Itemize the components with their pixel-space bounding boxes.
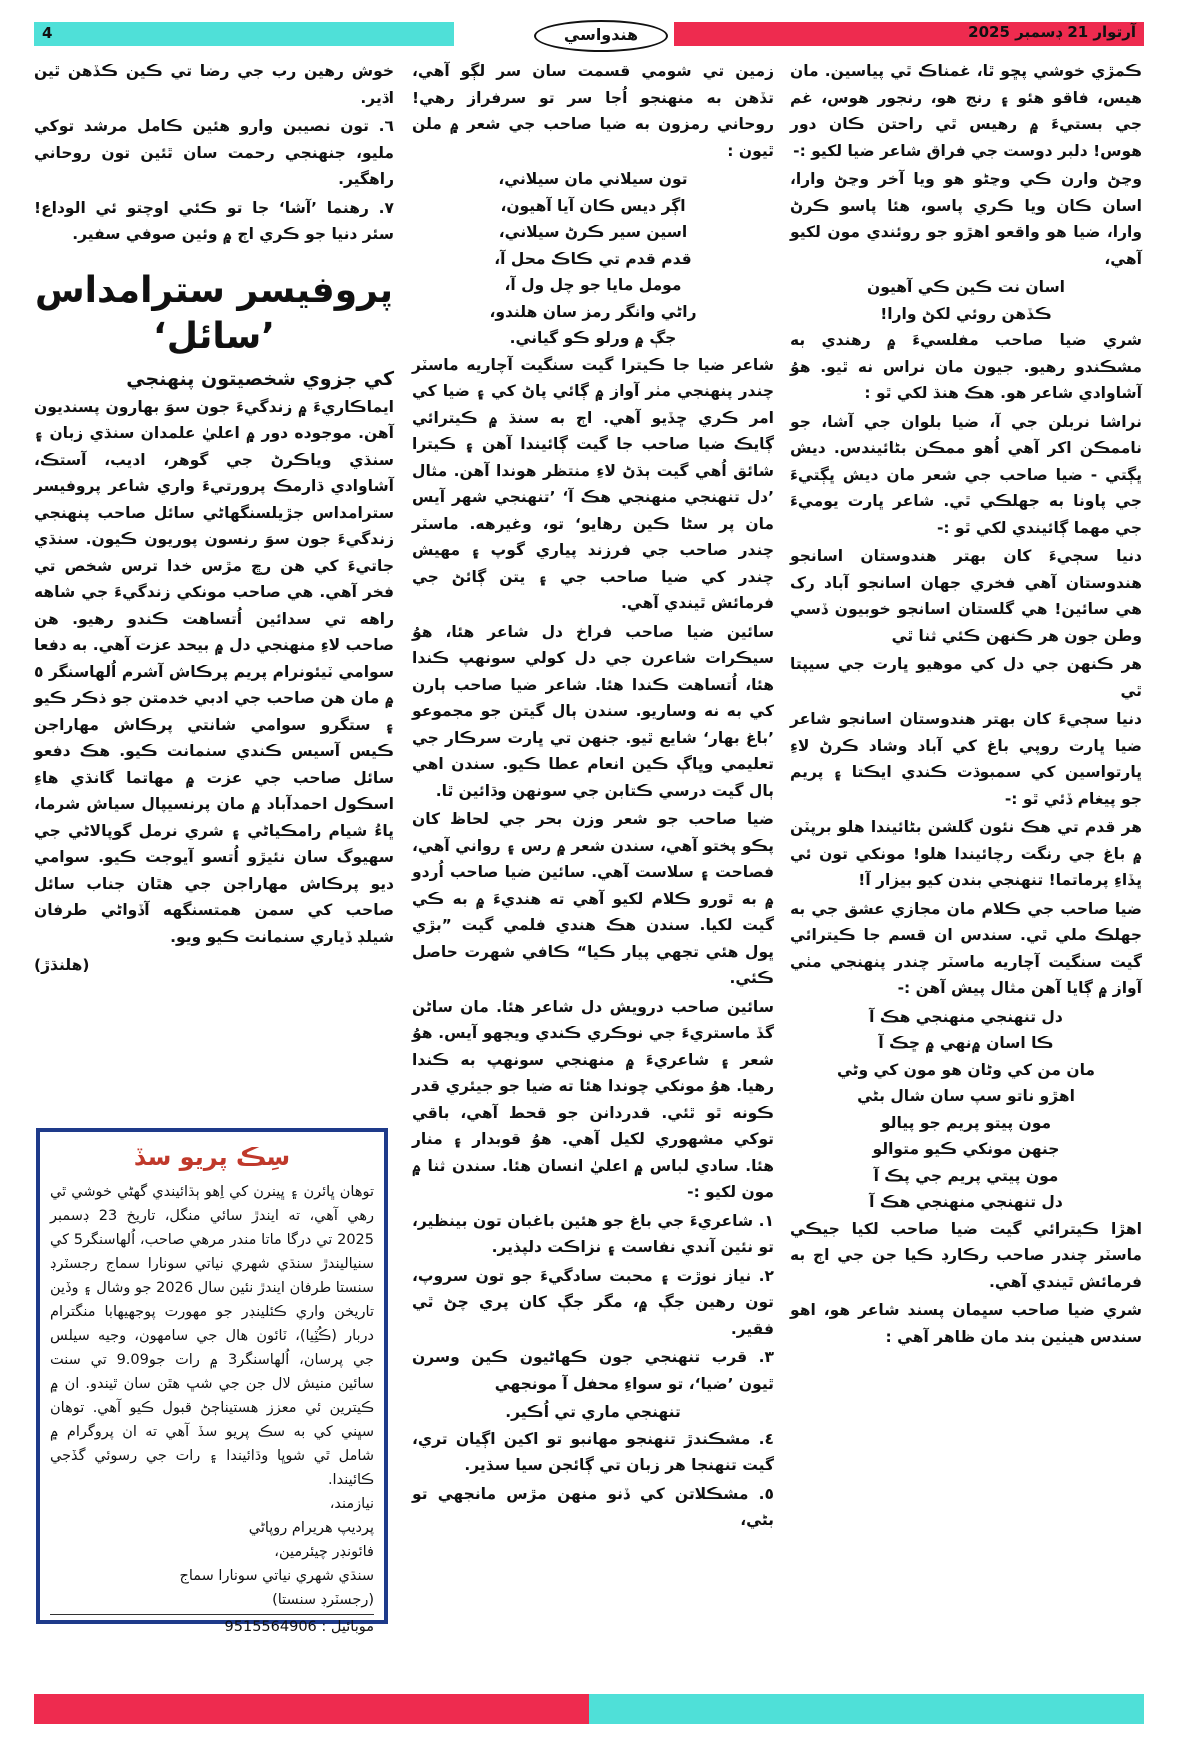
verse-line: مون پيتو پريم جو پيالو <box>880 1113 1052 1132</box>
verse-line: مون پيتي پريم جي پڪ آ <box>873 1166 1059 1185</box>
verse-line: اڳر ديس ڪان آيا آهيون، <box>500 196 686 215</box>
header-cyan-band <box>34 22 454 46</box>
page-number: 4 <box>42 24 53 42</box>
notice-name: پرديپ هريرام روپاڻي <box>248 1520 374 1536</box>
verse-line: تون سيلاني مان سيلاني، <box>498 170 688 188</box>
invitation-notice-box <box>36 1128 388 1635</box>
notice-mobile: موبائيل : 9515564906 <box>50 1614 374 1639</box>
verse-line: اهڙو ناتو سپ سان شال بڻي <box>857 1087 1075 1105</box>
notice-body: توهان ڀائرن ۽ ڀينرن کي اِهو ٻڌائيندي گهڻي خوشي ٿي رهي آهي، ته ايندڙ سائي منگل، تاريخ 23 ڊسمبر 2025 تي درگا ماتا مندر مرهي صاحب، اُلهاسنگر5 کي سنياليندڙ سنڌي شهري نياتي سونارا سماج رجسٽرڊ سنستا طرفان ايندڙ نئين سال 2026 جو وشال ۽ وڏين تاريخن واري ڪئلينڊر جو مهورت پوجهيهابا منگترام دربار (ڪُٽِيا)، ٽائون هال جي سامهون، وجيه سيلس جي پرسان، اُلهاسنگر3 ۾ رات جو9.09 تي سنت سائين منيش لال جن جي شڀ هٿن سان ٿيندو. ان ۾ ڪيترين ئي معزز هستيناڄڻ قبول ڪيو آهي. توهان سڀني کي به سڪ پريو سڏ آهي ته ان پروگرام ۾ شامل ٿي شوڀا وڌائيندا ۽ رات جي رسوئي گڏجي ڪائيندا. <box>50 1184 374 1488</box>
notice-role: فائونڊر چيئرمين، <box>274 1544 374 1560</box>
paragraph: سائين صاحب درويش دل شاعر هئا. مان ساڻن گڏ ماستريءَ جي نوڪري ڪندي ويجهو آيس. هوُ شعر ۽ شاعريءَ ۾ منهنجي سونهپ به ڪندا رهيا. هوُ مونکي چوندا هئا ته ضيا جو جيئري قدر ڪونه ٿو ٿئي. قدردانن جو قحط آهي، باقي توکي مشهوري لکيل آهي. هوُ قوبدار ۽ منار هئا. سادي لباس ۾ اعليٰ انسان هئا. سندن ثنا ۾ مون لکيو :- <box>412 997 774 1201</box>
page-footer <box>34 1694 1144 1724</box>
verse-line: مان من کي وڻان هو مون کي وڻي <box>836 1060 1095 1079</box>
footer-red-band <box>34 1694 589 1724</box>
notice-org-note: (رجسٽرڊ سنستا) <box>272 1592 374 1608</box>
column-right <box>790 58 1142 1352</box>
paragraph: ٦. تون نصيبن وارو هئين ڪامل مرشد توکي مليو، جنهنجي رحمت سان ٿئين تون روحاني راهگير. <box>34 117 394 188</box>
footer-cyan-band <box>589 1694 1144 1724</box>
issue-date: آرتوار 21 ڊسمبر 2025 <box>968 23 1136 41</box>
column-left <box>34 58 394 981</box>
article-subhead: کي جزوي شخصيتون پنهنجي <box>126 367 394 390</box>
verse-line: ڪا اسان ۾نهي ۾ ڇڪ آ <box>878 1034 1054 1052</box>
paragraph: زمين تي شومي قسمت سان سر لڳو آهي، تڏهن به منهنجو اُجا سر تو سرفراز رهي! روحاني رمزون به ضيا صاحب جي شعر ۾ ملن ٿيون : <box>412 62 774 160</box>
verse-line: جڳ ۾ ورلو ڪو گياني. <box>509 329 677 347</box>
verse-line: دل تنهنجي منهنجي هڪ آ <box>869 1193 1063 1211</box>
verse-line: اسان نت ڪين ڪي آهيون <box>867 278 1065 296</box>
verse-line: دل تنهنجي منهنجي هڪ آ <box>869 1007 1063 1026</box>
paragraph: ٧. رهنما ’آشا‘ جا تو ڪئي اوچتو ئي الوداع! سئر دنيا جو ڪري اڄ ۾ وئين صوفي سفير. <box>34 198 394 243</box>
verse-line: قدم قدم تي ڪاڪ محل آ، <box>494 249 692 268</box>
verse-line: راڻي وانگر رمز سان هلندو، <box>489 302 697 321</box>
paragraph: ٢. نياز نوڙت ۽ محبت سادگيءَ جو تون سروپ، تون رهين جڳ ۾، مگر جڳ کان پري چڻ ٿي فقير. <box>412 1266 774 1338</box>
paragraph: سائين ضيا صاحب فراخ دل شاعر هئا، هوُ سيڪرات شاعرن جي دل کولي سونهپ ڪندا هئا، اُتساهت ڪندا هئا. شاعر ضيا صاحب ٻارن کي به نه وساريو. سندن ٻال گيتن جو مجموعو ’باغ بهار‘ شايع ٿيو. جنهن تي ڀارت سرڪار جي تعليمي وڀاڳ ڪين انعام عطا ڪيو. سندن اهي ٻال گيت درسي ڪتابن جي سونهن وڌائين ٿا. <box>412 622 774 800</box>
paragraph: دنيا سڄيءَ کان بهتر هندوستان اسانجو هندوستان آهي فخري جهان اسانجو آباد رک هي سائين! هي گلستان اسانجو خوبيون ڏسي وطن جون هر ڪنهن ڪئي ثنا ٿي <box>790 547 1142 645</box>
paragraph: ٣. قرب تنهنجي جون ڪهاڻيون ڪين وسرن ٿيون ’ضيا‘، تو سواءِ محفل آ مونجهي <box>412 1348 774 1393</box>
article-body: ايماڪاريءَ ۾ زندگيءَ جون سوَ بهارون پسنديون آهن. موجوده دور ۾ اعليٰ علمدان سنڌي زبان ۽ سنڌي وياڪرڻ جي گوهر، اديب، آستڪ، آشاوادي ڌارمڪ پرورتيءَ واري شاعر پروفيسر سترامداس جڙيلسنگهاڻي سائل صاحب پنهنجي زندگيءَ جون سوَ رنسون پوريون ڪيون. سنڌي جاتيءَ کي هن رڇ مڙس خدا ترس شخص تي فخر آهي. هي صاحب مونکي زندگيءَ جي شاهه راهه تي سدائين اُتساهت ڪندو رهيو. هن صاحب لاءِ منهنجي دل ۾ بيحد عزت آهي. به دفعا سوامي ٽيئونرام پريم پرڪاش آشرم اُلهاسنگر ٥ ۾ مان هن صاحب جي ادبي خدمتن جو ذڪر ڪيو ۽ ستگرو سوامي شانتي پرڪاش مهاراجن ڪيس آسيس ڪندي سنمانت ڪيو. هڪ دفعو سائل صاحب جي عزت ۾ مهاتما گانڌي هاءِ اسڪول احمدآباد ۾ مان پرنسيپال سياش شرما، ڀاءُ شيام رامڪياڻي ۽ شري نرمل گوپالاڻي جي سهيوگ سان نئيڙو اُتسو آيوجت ڪيو. سوامي ديو پرڪاش مهاراجن جي هٿان جناب سائل صاحب کي سمن همتسنگهه آڏواڻي طرفان شيلڊ ڏياري سنمانت ڪيو ويو. <box>34 397 394 946</box>
paragraph: اهڙا ڪيترائي گيت ضيا صاحب لکيا جيڪي ماسٽر چندر صاحب رڪارڊ ڪيا جن جي اڄ به فرمائش ٿيندي آهي. <box>790 1219 1142 1291</box>
verse-line: ڪڏهن روئي لکڻ وارا! <box>880 304 1052 323</box>
page-header <box>34 22 1144 46</box>
paragraph: ڪمڙي خوشي پڇو ٿا، غمناڪ ٿي پياسين. مان هيس، فاقو هئو ۽ رنج هو، رنجور هوس، غم جي بستيءَ ۾ رهيس ٿي راحتن ڪان دور هوس! دلبر دوست جي فراق شاعر ضيا لکيو :- <box>790 62 1142 160</box>
paragraph: ٥. مشڪلاتن کي ڏنو منهن مڙس مانجهي تو بڻي، <box>412 1484 774 1529</box>
article-signoff: (هلنڌڙ) <box>34 956 90 974</box>
paragraph: ١. شاعريءَ جي باغ جو هئين باغبان تون بينظير، تو نئين آندي نفاست ۽ نزاڪت دلپذير. <box>412 1211 774 1256</box>
verse-line: جنهن مونکي ڪيو متوالو <box>872 1140 1060 1158</box>
paragraph: هر قدم تي هڪ نئون گلشن بڻائيندا هلو برپٽن ۾ باغ جي رنگت رچائيندا هلو! مونکي تون ئي ڀڏاءِ پرماتما! تنهنجي بندن کيو بيزار آ! <box>790 818 1142 889</box>
paragraph: ٤. مشڪندڙ تنهنجو مهانبو تو اکين اڳيان تري، گيت تنهنجا هر زبان تي ڳائجن سيا سڌير. <box>412 1429 774 1474</box>
paragraph: ضيا صاحب جو شعر وزن بحر جي لحاظ کان پڪو پختو آهي، سندن شعر ۾ رس ۽ رواني آهي، فصاحت ۽ سلاست آهي. سائين ضيا صاحب اُردو ۾ به ٿورو ڪلام لکيو آهي ته هنديءَ ۾ به ڪي گيت لکيا. سندن هڪ هندي فلمي گيت ”بڙي ڀول هئي تجهي پيار ڪيا“ ڪافي شهرت حاصل ڪئي. <box>412 810 774 987</box>
paragraph: نراشا نربلن جي آ، ضيا بلوان جي آشا، جو ناممڪن اکر آهي اُهو ممڪن بڻائيندس. ديش ڀڳتي - ضيا صاحب جي شعر مان ديش ڀڳتيءَ جي پاونا به جهلڪي ٿي. شاعر ڀارت يوميءَ جي مهما ڳائيندي لکي ٿو :- <box>790 412 1142 537</box>
notice-regards: نيازمند، <box>329 1496 374 1512</box>
verse-line: تنهنجي ماري تي اُڪير. <box>505 1403 681 1421</box>
column-middle <box>412 58 774 1536</box>
paragraph: شري ضيا صاحب مفلسيءَ ۾ رهندي به مشڪندو رهيو. جيون مان نراس نه ٿيو. هوُ آشاوادي شاعر هو. هڪ هنڌ لکي ٿو : <box>790 331 1142 402</box>
paragraph: خوش رهين رب جي رضا تي ڪين ڪڏهن ٿين اڌير. <box>34 62 394 107</box>
paragraph: شاعر ضيا جا ڪيترا گيت سنگيت آچاريه ماسٽر چندر پنهنجي مٺر آواز ۾ ڳائي پاڻ کي ۽ ضيا کي امر ڪري ڇڏيو آهي. اڄ به سنڌ ۾ ڪيترائي ڳايڪ ضيا صاحب جا گيت ڳائيندا آهن ۽ ڪيترا شائق اُهي گيت ٻڌڻ لاءِ منتظر هوندا آهن. مثال ’دل تنهنجي منهنجي هڪ آ‘ ’تنهنجي شهر آيس مان پر سڻا ڪين رهايو‘ تو، وغيرهه. ماسٽر چندر صاحب جي فرزند پياري گوپ ۽ مهيش چندر کي ضيا صاحب جي ۽ يتن ڳائڻ جي فرمائش ٿيندي آهي. <box>412 355 774 612</box>
verse-line: مومل مايا جو چل ول آ، <box>504 276 682 294</box>
verse-line: اسين سير ڪرڻ سيلاني، <box>498 223 688 241</box>
notice-org: سنڌي شهري نياتي سونارا سماج <box>179 1568 374 1584</box>
paragraph: هر ڪنهن جي دل کي موهيو ڀارت جي سيپتا ٿي <box>790 655 1142 700</box>
paragraph: شري ضيا صاحب سڀمان پسند شاعر هو، اهو سندس هيٺين بند مان ظاهر آهي : <box>790 1301 1142 1346</box>
article-headline: پروفيسر سترامداس ’سائل‘ <box>34 269 394 357</box>
notice-title: سِڪ پريو سڏ <box>133 1143 291 1171</box>
paragraph: وڃڻ وارن ڪي وڃڻو هو ويا آخر وڃڻ وارا، اسان ڪان ويا ڪري پاسو، هئا پاسو ڪرڻ وارا، ضيا هو واقعو اهڙو جو روئندي مون لکيو آهي، <box>790 170 1142 268</box>
paragraph: دنيا سڄيءَ کان بهتر هندوستان اسانجو شاعر ضيا ڀارت روپي باغ کي آباد وشاد ڪرڻ لاءِ ڀارتواسين کي سمبوڌت ڪندي ايڪتا ۽ پريم جو پيغام ڏئي ٿو :- <box>790 710 1142 808</box>
newspaper-logo: هندواسي <box>534 20 668 52</box>
paragraph: ضيا صاحب جي ڪلام مان مجازي عشق جي به جهلڪ ملي ٿي. سندس ان قسم جا ڪيترائي گيت سنگيت آچاريه ماسٽر چندر پنهنجي مٺي آواز ۾ ڳايا آهن مثال پيش آهن :- <box>790 899 1142 997</box>
